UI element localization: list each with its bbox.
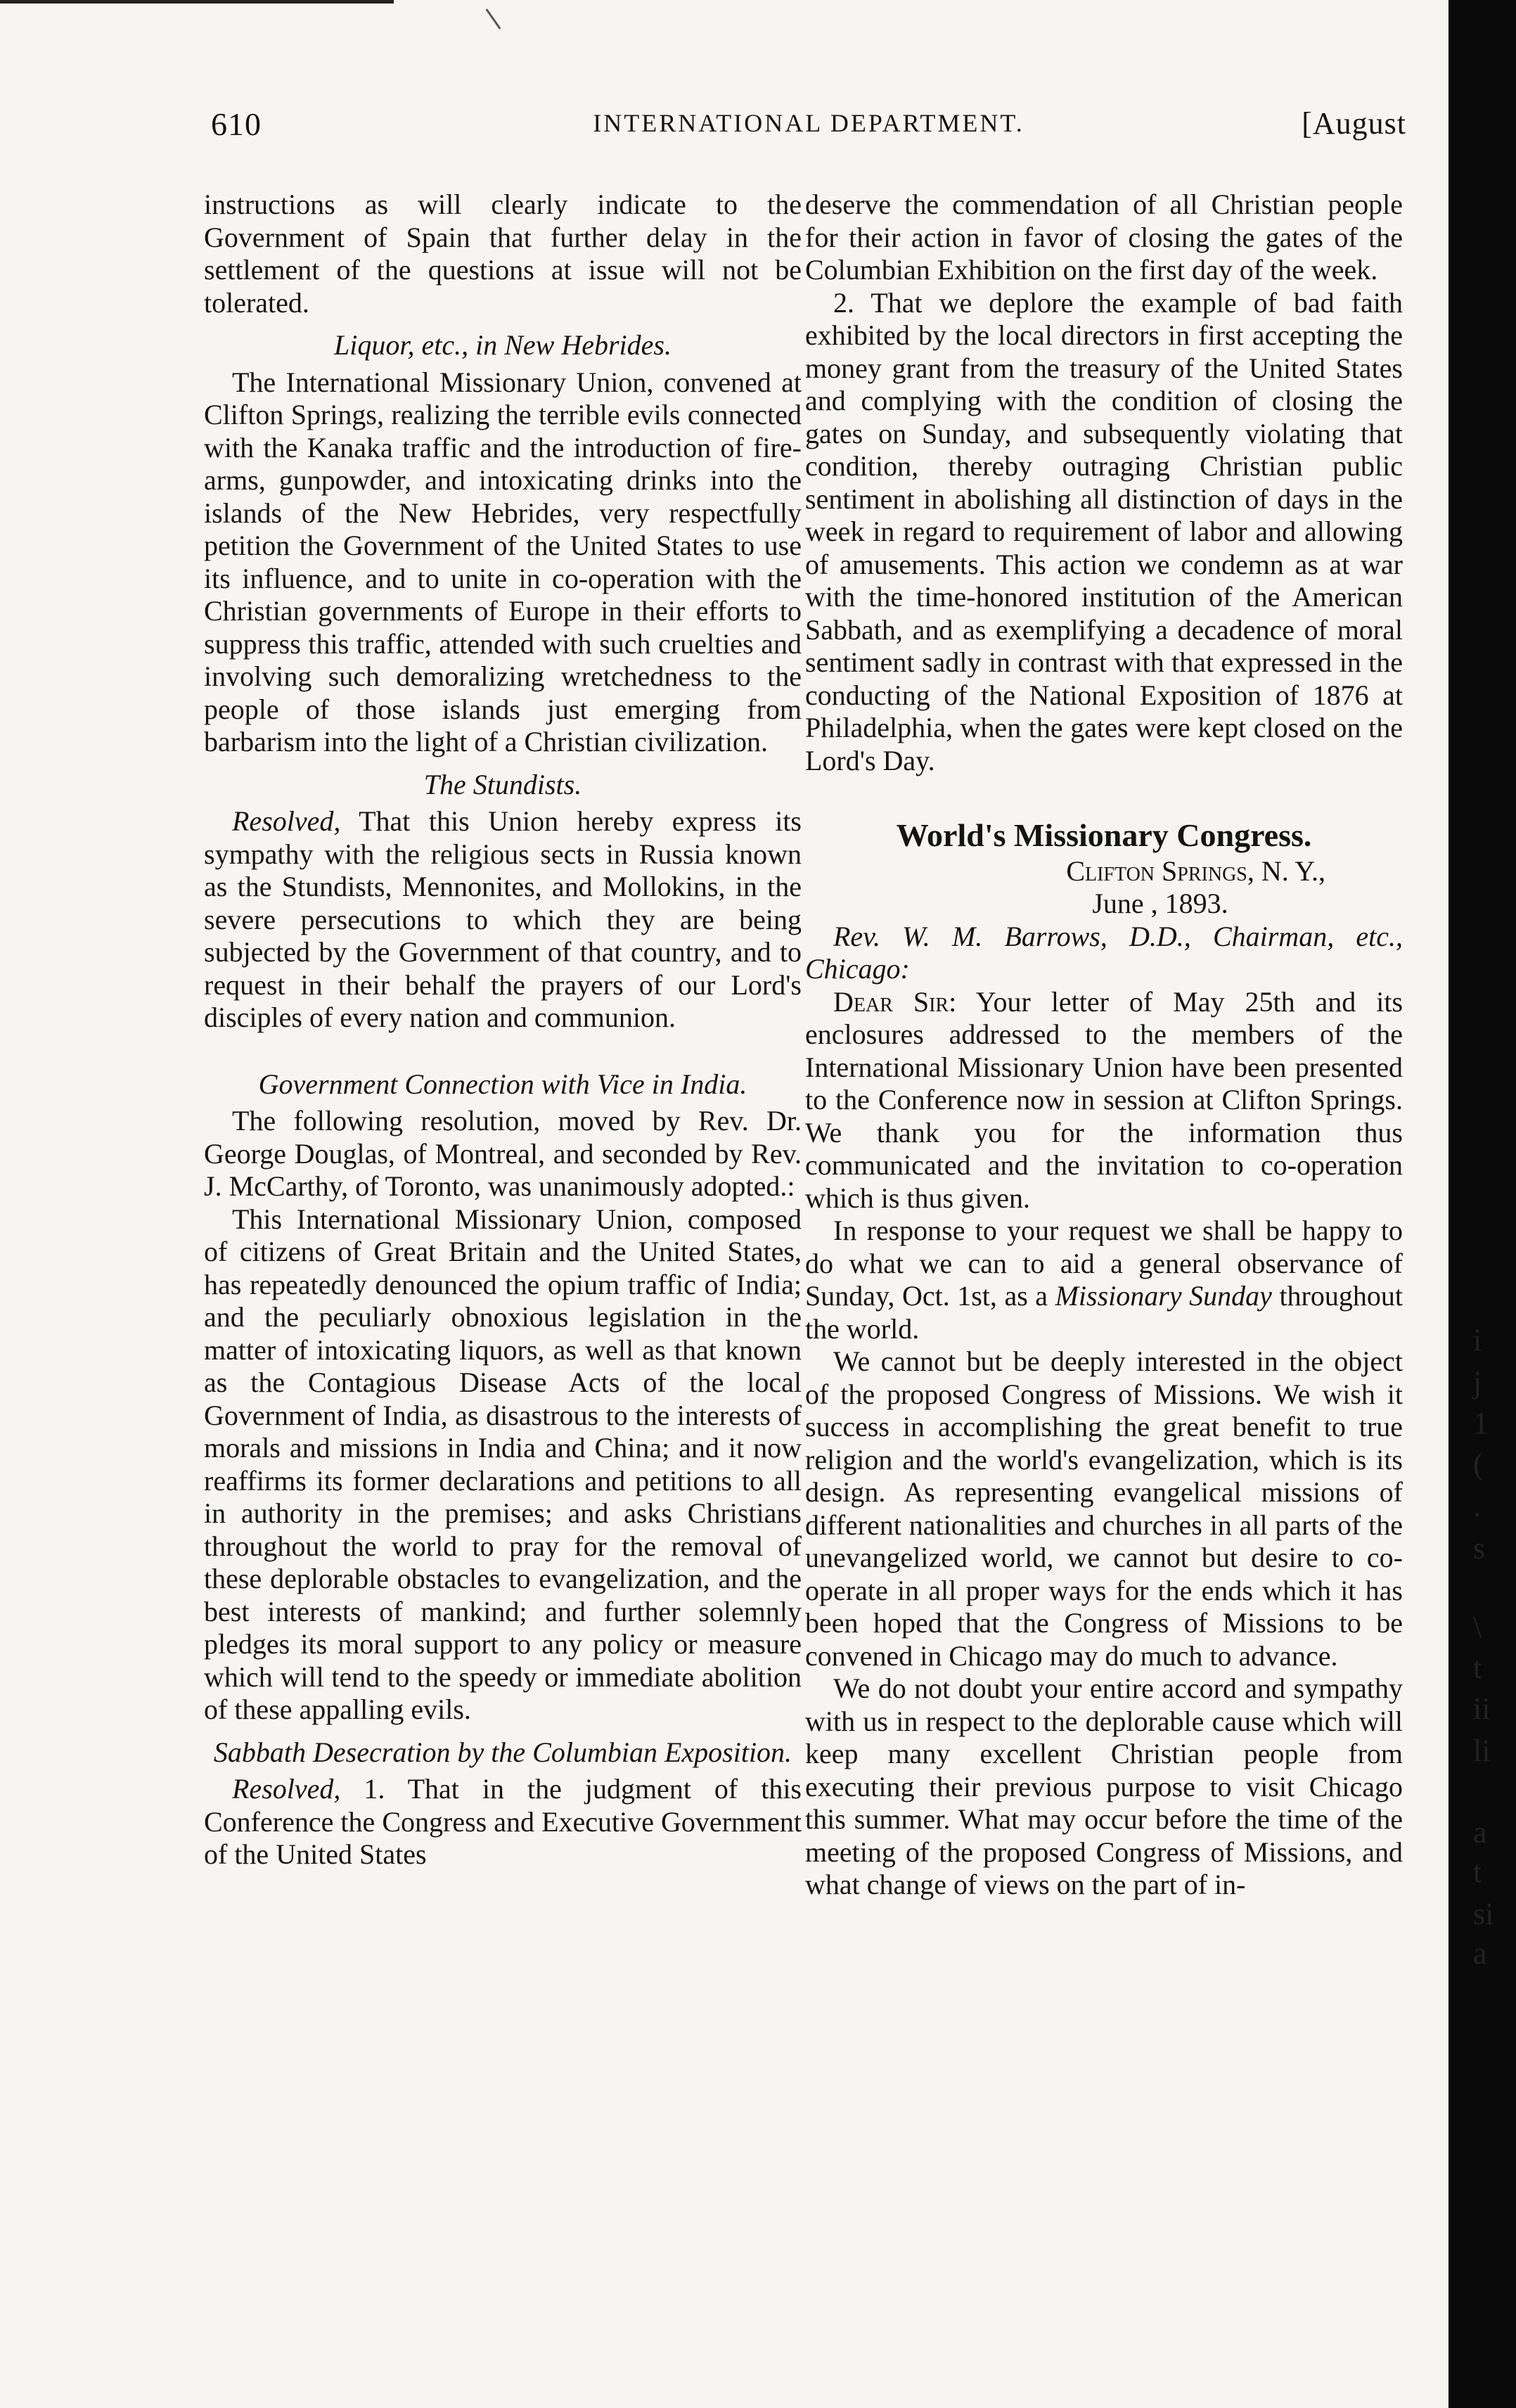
paragraph-spain: instructions as will clearly indicate to the Government of Spain that further delay in the settlement of the questions at issue will not be tolerated. — [204, 188, 802, 319]
heading-vice: Government Connection with Vice in India. — [258, 1068, 747, 1100]
paragraph-letter-2-part-a: In response to your request we shall be happy to do what we can to aid a general observance of Sunday, Oct. 1st, as a — [805, 1215, 1403, 1312]
paragraph-letter-1 — [805, 986, 1403, 1215]
heading-sabbath: Sabbath Desecration by the Columbian Exposition. — [213, 1736, 792, 1768]
addressee: Rev. W. M. Barrows, D.D., Chairman, etc., Chicago: — [805, 920, 1403, 985]
resolved-label: Resolved, — [232, 1773, 341, 1805]
dateline-date: June , 1893. — [1092, 888, 1228, 919]
paragraph-liquor: The International Missionary Union, convened at Clifton Springs, realizing the terrible evils connected with the Kanaka traffic and the introduction of fire-arms, gunpowder, and intoxicating drinks into the islands of the New Hebrides, very respectfully petition the Government of the United States to use its influence, and to unite in co-operation with the Christian governments of Europe in their efforts to suppress this traffic, attended with such cruelties and involving such demoralizing wretchedness to the people of those islands just emerging from barbarism into the light of a Christian civilization. — [204, 366, 802, 757]
paragraph-letter-1-text: Your letter of May 25th and its enclosures addressed to the members of the International Missionary Union have been presented to the Conference now in session at Clifton Springs. We thank you for the information thus communicated and the invitation to co-operation which is thus given. — [805, 985, 1403, 1214]
heading-liquor: Liquor, etc., in New Hebrides. — [334, 329, 672, 361]
paragraph-stundists-text: That this Union hereby express its sympathy with the religious sects in Russia known as the Stundists, Mennonites, and Mollokins, in the severe persecutions to which they are being subjected by the Government of that country, and to request in their behalf the prayers of our Lord's disciples of every nation and communion. — [204, 805, 802, 1033]
bleed-fragment: j — [1473, 1365, 1482, 1400]
bleed-fragment: . — [1473, 1489, 1481, 1523]
resolved-label: Resolved, — [232, 805, 341, 837]
bleed-fragment: ( — [1473, 1447, 1484, 1481]
left-column — [204, 188, 802, 1871]
bleed-fragment: 1 — [1473, 1406, 1489, 1440]
facing-page-bleed — [1473, 0, 1501, 2408]
scan-stray-mark — [486, 8, 501, 30]
running-head — [211, 105, 1406, 148]
dateline-place: Clifton Springs, N. Y., — [1066, 854, 1325, 887]
heading-stundists: The Stundists. — [423, 768, 582, 800]
bleed-fragment: ii — [1473, 1691, 1491, 1726]
paragraph-vice-intro: The following resolution, moved by Rev. Dr. George Douglas, of Montreal, and seconded by Rev. J. McCarthy, of Toronto, was unanimously adopted.: — [204, 1105, 802, 1202]
bleed-fragment: t — [1473, 1855, 1482, 1889]
scan-top-rule — [0, 0, 394, 4]
right-column — [805, 188, 1403, 1902]
paragraph-sabbath-2: 2. That we deplore the example of bad faith exhibited by the local directors in first accepting the money grant from the treasury of the United States and complying with the condition of closing the gates on Sunday, and subsequently violating that condition, thereby outraging Christian public sentiment in abolishing all distinction of days in the week in regard to requirement of labor and allowing of amusements. This action we condemn as at war with the time-honored institution of the American Sabbath, and as exemplifying a decadence of moral sentiment sadly in contrast with that expressed in the conducting of the National Exposition of 1876 at Philadelphia, when the gates were kept closed on the Lord's Day. — [805, 286, 1403, 776]
page-number: 610 — [211, 106, 262, 142]
bleed-fragment: s — [1473, 1531, 1486, 1565]
paragraph-vice: This International Missionary Union, composed of citizens of Great Britain and the United States, has repeatedly denounced the opium traffic of India; and the peculiarly obnoxious legislation in the matter of intoxicating liquors, as well as that known as the Contagious Disease Acts of the local Government of India, as disastrous to the interests of morals and missions in India and China; and it now reaffirms its former declarations and petitions to all in authority in the premises; and asks Christians throughout the world to pray for the removal of these deplorable obstacles to evangelization, and the best interests of mankind; and further solemnly pledges its moral support to any policy or measure which will tend to the speedy or immediate abolition of these appalling evils. — [204, 1203, 802, 1725]
salutation: Dear Sir: — [833, 985, 957, 1018]
bleed-fragment: a — [1473, 1936, 1487, 1971]
bleed-fragment: a — [1473, 1815, 1487, 1850]
paragraph-sabbath-start-text: 1. That in the judgment of this Conference the Congress and Executive Government of the United States — [204, 1773, 802, 1870]
heading-congress: World's Missionary Congress. — [896, 817, 1312, 853]
paragraph-letter-2-part-b: throughout the world. — [805, 1280, 1403, 1345]
paragraph-sabbath-start — [204, 1773, 802, 1871]
bleed-fragment: li — [1473, 1734, 1491, 1768]
bleed-fragment: i — [1473, 1323, 1482, 1357]
section-title: INTERNATIONAL DEPARTMENT. — [593, 109, 1024, 137]
paragraph-sabbath-continued: deserve the commendation of all Christian people for their action in favor of closing the gates of the Columbian Exhibition on the first day of the week. — [805, 188, 1403, 286]
paragraph-letter-3: We cannot but be deeply interested in the object of the proposed Congress of Missions. We wish it success in accomplishing the great benefit to true religion and the world's evangelization, which is its design. As representing evangelical missions of different nationalities and churches in all parts of the unevangelized world, we cannot but desire to co-operate in all proper ways for the ends which it has been hoped that the Congress of Missions to be convened in Chicago may do much to advance. — [805, 1345, 1403, 1672]
paragraph-letter-2 — [805, 1215, 1403, 1345]
paragraph-stundists — [204, 805, 802, 1035]
paragraph-letter-4: We do not doubt your entire accord and sympathy with us in respect to the deplorable cause which will keep many excellent Christian people from executing their previous purpose to visit Chicago this summer. What may occur before the time of the meeting of the proposed Congress of Missions, and what change of views on the part of in- — [805, 1672, 1403, 1900]
bleed-fragment: \ — [1473, 1610, 1482, 1644]
bleed-fragment: t — [1473, 1651, 1482, 1685]
bleed-fragment: si — [1473, 1897, 1494, 1931]
running-month: [August — [1302, 106, 1406, 141]
missionary-sunday: Missionary Sunday — [1055, 1280, 1272, 1312]
